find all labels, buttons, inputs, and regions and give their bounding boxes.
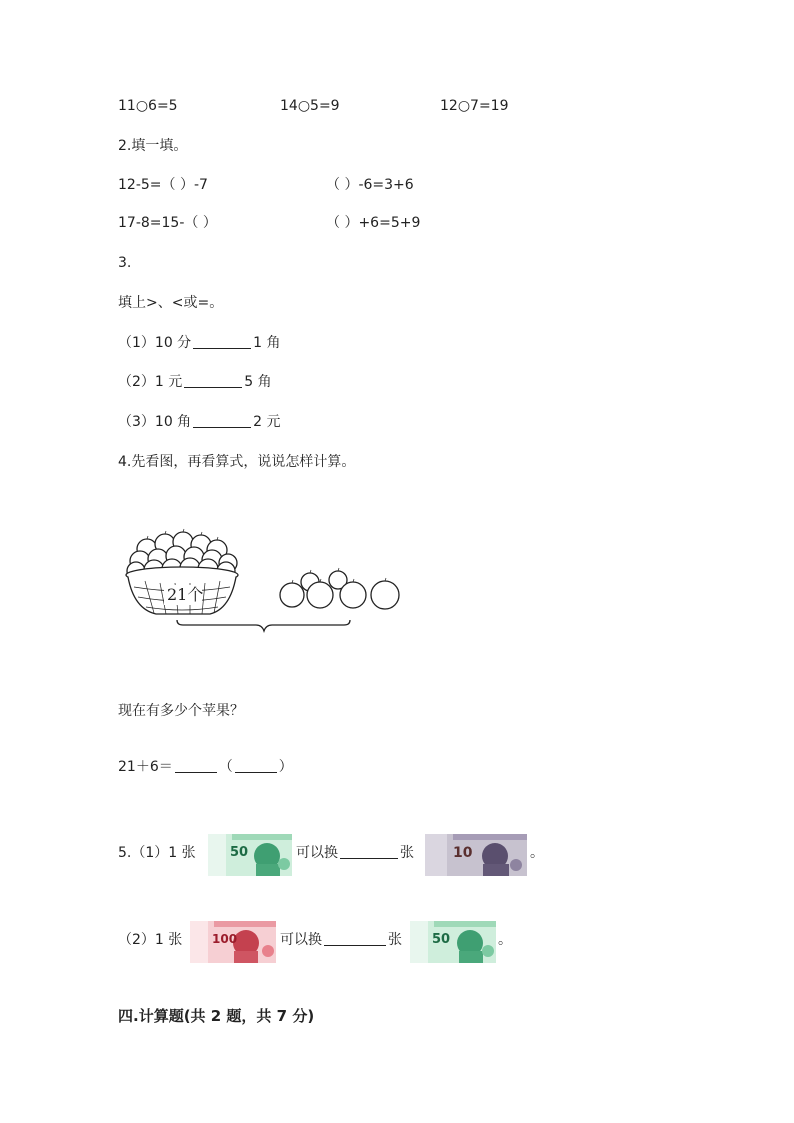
apples-illustration-svg <box>120 525 410 635</box>
answer-blank[interactable] <box>193 413 251 428</box>
banknote-50-yuan <box>208 834 292 876</box>
q5-2-end: 。 <box>498 932 512 948</box>
q5-2-unit: 张 <box>388 932 402 948</box>
q2-eq-1b: （ ）-6=3+6 <box>326 177 414 193</box>
banknote-50-yuan-svg <box>208 834 292 876</box>
banknote-10-yuan-svg <box>425 834 527 876</box>
answer-blank[interactable] <box>324 931 386 946</box>
banknote-100-value: 100 <box>212 932 238 946</box>
banknote-50-yuan-2-svg <box>410 921 496 963</box>
q3-item-3 <box>118 412 281 432</box>
banknote-10-yuan <box>425 834 527 876</box>
q5-1-unit: 张 <box>400 845 414 861</box>
banknote-50-value: 50 <box>230 845 249 860</box>
q2-title: 2.填一填。 <box>118 138 188 154</box>
answer-blank[interactable] <box>184 373 242 388</box>
q4-title: 4.先看图，再看算式，说说怎样计算。 <box>118 454 356 470</box>
answer-blank[interactable] <box>340 844 398 859</box>
banknote-10-value: 10 <box>453 845 473 861</box>
banknote-50-yuan-2 <box>410 921 496 963</box>
basket-label: 21个 <box>167 585 204 604</box>
q3-number: 3. <box>118 255 132 271</box>
q5-2-middle <box>280 930 402 950</box>
banknote-100-yuan <box>190 921 276 963</box>
q3-instruction: 填上>、<或=。 <box>118 295 224 311</box>
q1-item-1: 11○6=5 <box>118 98 178 114</box>
section-4-heading: 四.计算题(共 2 题，共 7 分) <box>118 1007 315 1025</box>
q4-paren-open: （ <box>218 759 233 775</box>
q3-item-1 <box>118 333 281 353</box>
q4-question: 现在有多少个苹果？ <box>118 703 244 719</box>
q5-1-middle-text: 可以换 <box>296 845 338 861</box>
q4-equation-left: 21＋6＝ <box>118 759 173 775</box>
q1-item-3: 12○7=19 <box>440 98 509 114</box>
q5-1-prefix: 5.（1）1 张 <box>118 845 196 861</box>
sum-blank[interactable] <box>175 758 217 773</box>
q4-paren-close: ） <box>278 759 293 775</box>
q4-equation <box>118 757 293 777</box>
q1-item-2: 14○5=9 <box>280 98 340 114</box>
q5-1-middle <box>296 843 414 863</box>
q3-item-3-left: （3）10 角 <box>118 414 192 430</box>
q2-eq-2b: （ ）+6=5+9 <box>326 215 421 231</box>
q3-item-2-left: （2）1 元 <box>118 374 183 390</box>
unit-blank[interactable] <box>235 758 277 773</box>
q5-2-middle-text: 可以换 <box>280 932 322 948</box>
q3-item-2 <box>118 372 272 392</box>
q5-1-end: 。 <box>530 845 544 861</box>
q2-eq-1a: 12-5=（ ）-7 <box>118 177 208 193</box>
q5-2-prefix: （2）1 张 <box>118 932 183 948</box>
q3-item-2-right: 5 角 <box>244 374 272 390</box>
banknote-50-2-value: 50 <box>432 932 451 947</box>
apples-illustration <box>120 525 410 635</box>
q3-item-1-right: 1 角 <box>253 335 281 351</box>
q2-eq-2a: 17-8=15-（ ） <box>118 215 217 231</box>
q3-item-1-left: （1）10 分 <box>118 335 192 351</box>
q3-item-3-right: 2 元 <box>253 414 281 430</box>
answer-blank[interactable] <box>193 334 251 349</box>
